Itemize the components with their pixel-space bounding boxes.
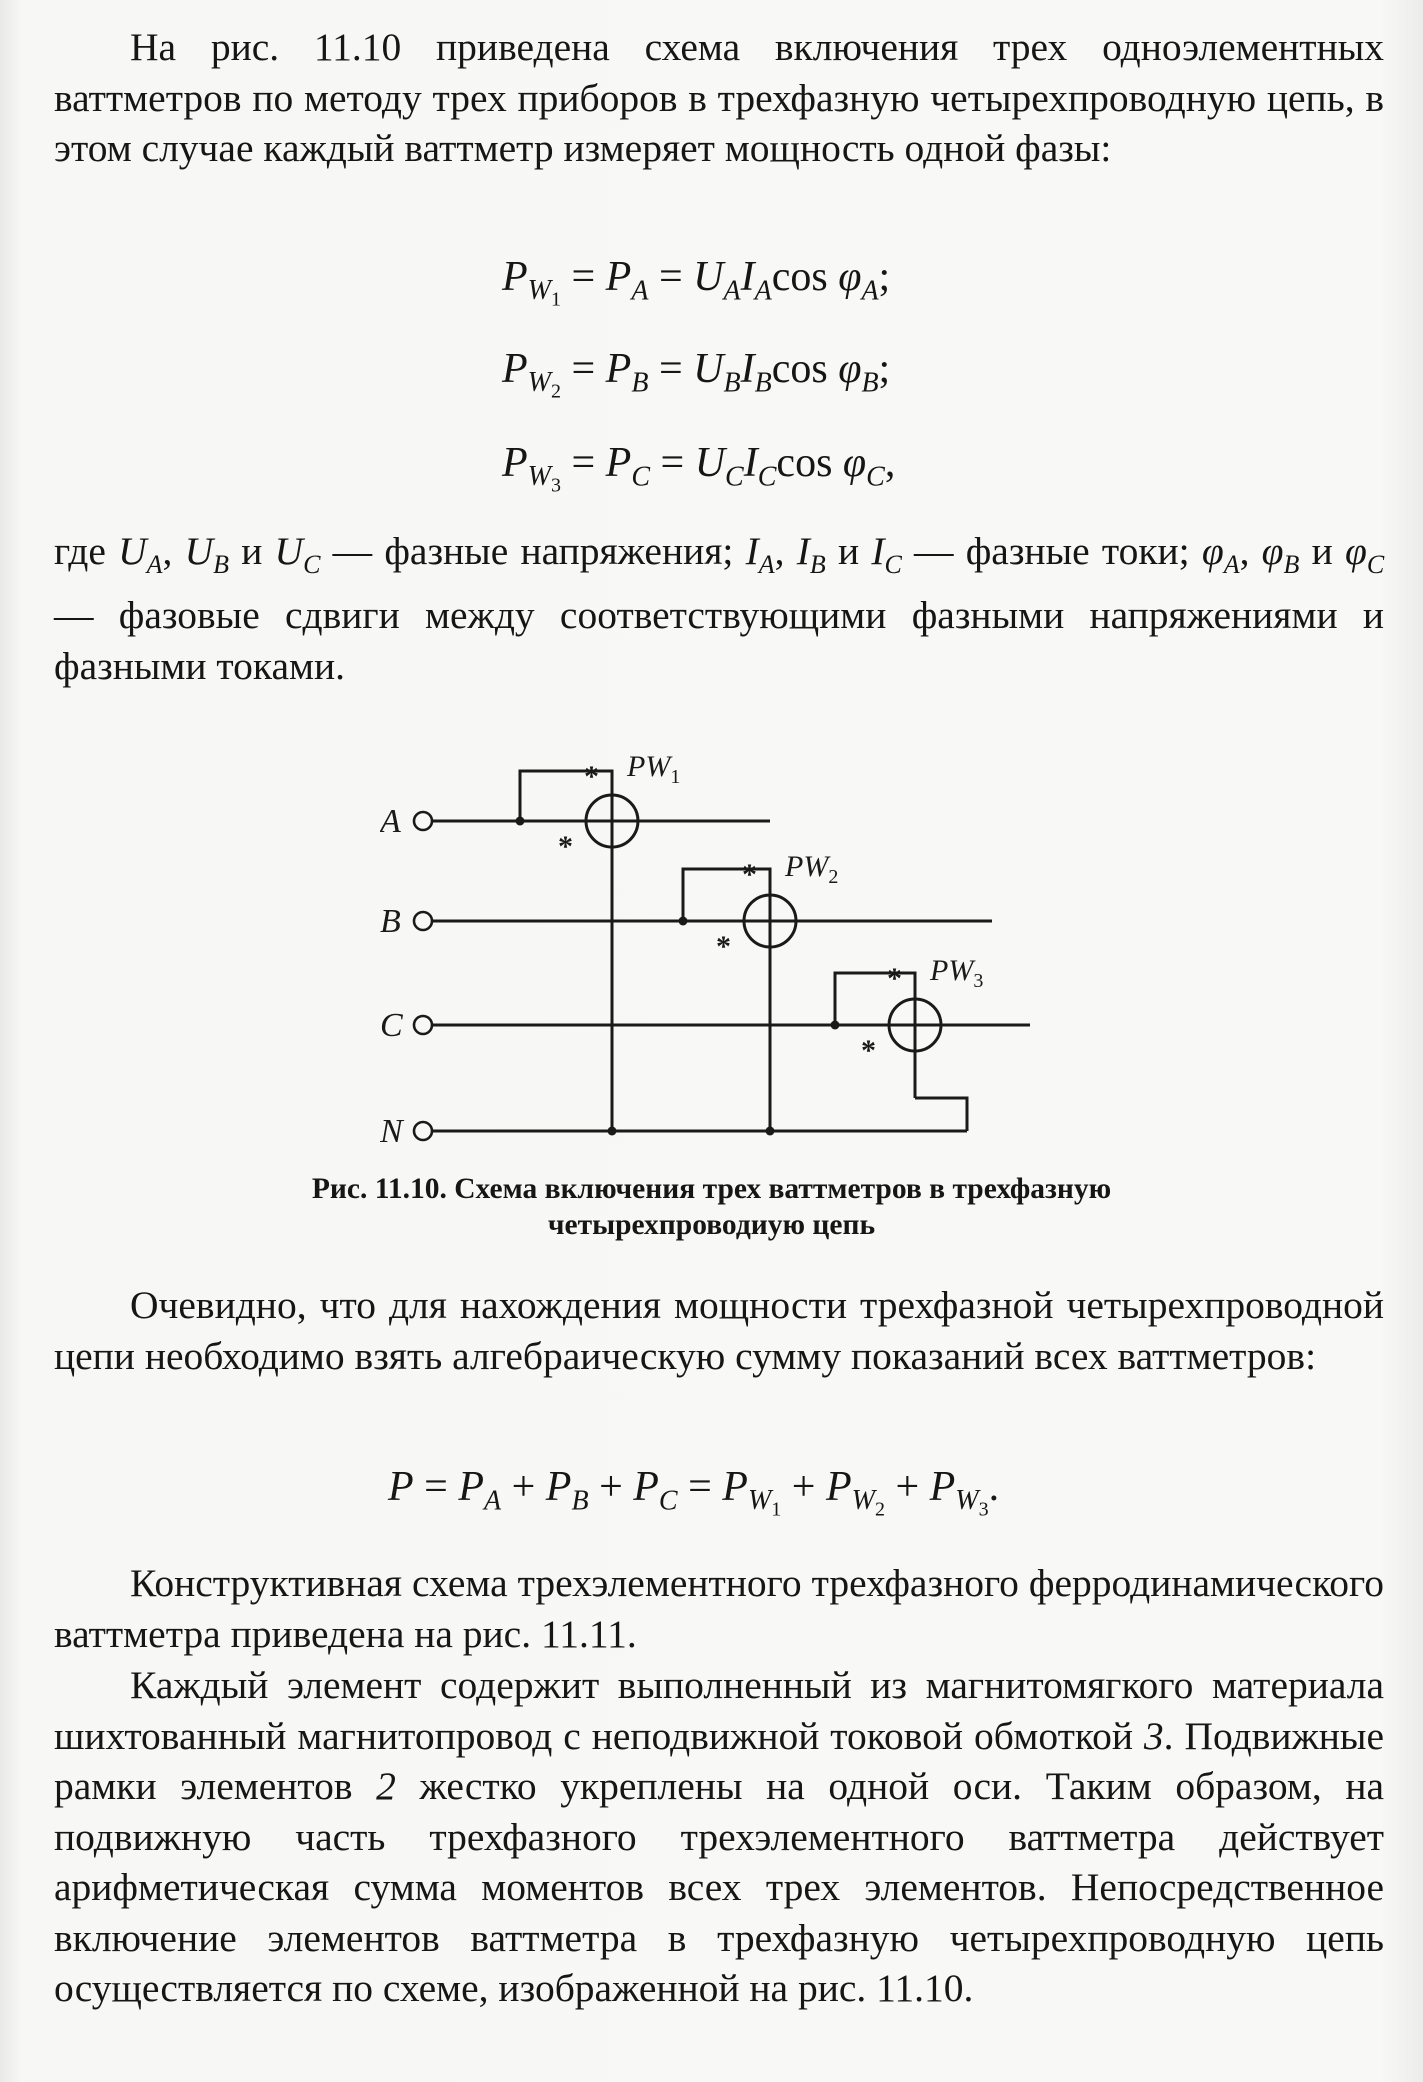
terminal-n	[414, 1122, 432, 1140]
caption-text: Схема включения трех ваттметров в трехфазную	[454, 1173, 1112, 1205]
circuit-svg	[380, 738, 1080, 1158]
terminal-b	[414, 912, 432, 930]
paragraph-obviously: Очевидно, что для нахождения мощности трехфазной четырехпроводной цепи необходимо взять алгебраическую сумму показаний всех ваттметров:	[54, 1283, 1384, 1378]
label-pw2: $PW_2$	[785, 850, 839, 888]
star-pw3-voltage: *	[887, 962, 902, 995]
star-pw2-voltage: *	[742, 858, 757, 891]
caption-number: Рис. 11.10.	[311, 1173, 447, 1205]
figure-caption	[0, 1172, 1423, 1207]
star-pw1-current: *	[558, 830, 573, 863]
terminal-a	[414, 812, 432, 830]
figure-caption-line2	[0, 1208, 1423, 1243]
star-pw3-current: *	[861, 1034, 876, 1067]
caption-text-2: четырехпроводиую цепь	[547, 1209, 876, 1241]
label-pw1: $PW_1$	[627, 750, 681, 788]
star-pw1-voltage: *	[584, 760, 599, 793]
label-pw3: $PW_3$	[930, 954, 984, 992]
star-pw2-current: *	[716, 930, 731, 963]
label-b: B	[380, 903, 401, 940]
paragraph-each-element: Каждый элемент содержит выполненный из магнитомягкого материала шихтованный магнитопровод с неподвижной токовой обмоткой 3. Подвижные рамки элементов 2 жестко укреплены на одной оси. Таким образом, на подвижную часть трехфазного трехэлементного ваттметра действует арифметическая сумма моментов всех трех элементов. Непосредственное включение элементов ваттметра в трехфазную четырехпроводную цепь осуществляется по схеме, изображенной на рис. 11.10.	[54, 1663, 1384, 2010]
paragraph-intro: На рис. 11.10 приведена схема включения трех одноэлементных ваттметров по методу трех приборов в трехфазную четырехпроводную цепь, в этом случае каждый ваттметр измеряет мощность одной фазы:	[54, 25, 1384, 170]
terminal-c	[414, 1016, 432, 1034]
book-page: На рис. 11.10 приведена схема включения трех одноэлементных ваттметров по методу трех приборов в трехфазную четырехпроводную цепь, в этом случае каждый ваттметр измеряет мощность одной фазы: $P_{W_1} = P_A = U_AI_A\cos$ $\varphi_A$; $P_{W_2} = P_B = U_BI_B\cos$ $\varphi_B$; $P_{W_3} = P_C = U_CI_C\cos$ $\varphi_C$, где $U_A$, $U_B$ и $U_C$ — фазные напряжения; $I_A$, $I_B$ и $I_C$ — фазные токи; $\varphi_A$, $\varphi_B$ и $\varphi_C$ — фазовые сдвиги между соответствующими фазными напряжениями и фазными токами. A B C N * * * * * * $PW_1$ $PW_2$ $PW_3$ Рис. 11.10. Схема включения трех ваттметров в трехфазную четырехпроводиую цепь Очевидно, что для нахождения мощности трехфазной четырехпроводной цепи необходимо взять алгебраическую сумму показаний всех ваттметров: $P = P_A + P_B + P_C = P_{W_1} + P_{W_2} + P_{W_3}$. Конструктивная схема трехэлементного трехфазного ферродинамического ваттметра приведена на рис. 11.11. Каждый элемент содержит выполненный из магнитомягкого материала шихтованный магнитопровод с неподвижной токовой обмоткой 3. Подвижные рамки элементов 2 жестко укреплены на одной оси. Таким образом, на подвижную часть трехфазного трехэлементного ваттметра действует арифметическая сумма моментов всех трех элементов. Непосредственное включение элементов ваттметра в трехфазную четырехпроводную цепь осуществляется по схеме, изображенной на рис. 11.10.	[0, 0, 1423, 2082]
label-c: C	[380, 1007, 403, 1044]
label-n: N	[380, 1113, 403, 1150]
circuit-diagram	[380, 738, 1080, 1158]
paragraph-where: где $U_A$, $U_B$ и $U_C$ — фазные напряжения; $I_A$, $I_B$ и $I_C$ — фазные токи; $\varphi_A$, $\varphi_B$ и $\varphi_C$ — фазовые сдвиги между соответствующими фазными напряжениями и фазными токами.	[54, 529, 1385, 688]
paragraph-constructive: Конструктивная схема трехэлементного трехфазного ферродинамического ваттметра приведена на рис. 11.11.	[54, 1561, 1384, 1656]
label-a: A	[380, 803, 401, 840]
